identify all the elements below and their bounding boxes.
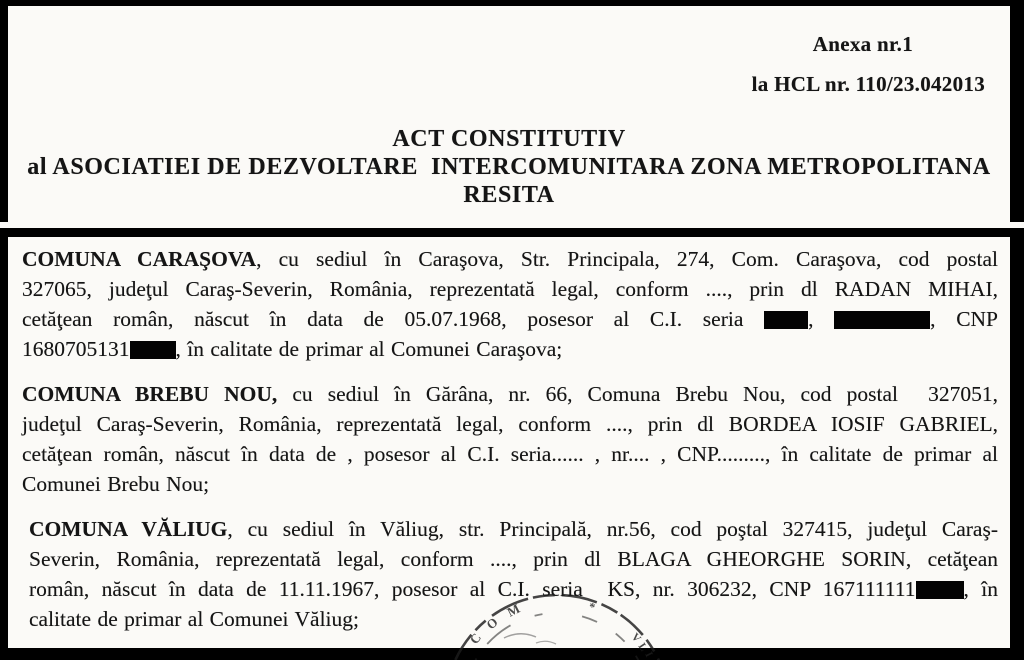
- text-line: [22, 439, 998, 469]
- text-line: [22, 544, 998, 574]
- text-segment: , cu sediul în Caraşova, Str. Principala, 274, Com. Caraşova, cod postal: [256, 247, 998, 271]
- text-line: [22, 304, 998, 334]
- text-line: [22, 469, 998, 499]
- stamp-letter: O: [483, 614, 501, 633]
- title-line-1: ACT CONSTITUTIV: [392, 126, 626, 152]
- text-line: [22, 514, 998, 544]
- text-line: [22, 604, 998, 634]
- text-segment: calitate de primar al Comunei Văliug;: [29, 607, 359, 631]
- box-gap-strip: [0, 222, 1024, 228]
- header-box: [8, 6, 1010, 222]
- title-line-2: al ASOCIATIEI DE DEZVOLTARE INTERCOMUNITARA ZONA METROPOLITANA: [27, 154, 991, 180]
- redaction-box: [764, 311, 808, 329]
- annex-label: Anexa nr.1: [812, 32, 913, 56]
- stamp-letter: M: [504, 600, 523, 620]
- party-name: COMUNA VĂLIUG: [29, 517, 228, 541]
- text-segment: cu sediul în Gărâna, nr. 66, Comuna Brebu Nou, cod postal 327051,: [277, 382, 998, 406]
- text-line: [22, 334, 998, 364]
- text-segment: Severin, România, reprezentată legal, conform ...., prin dl BLAGA GHEORGHE SORIN, cetăţean: [29, 547, 998, 571]
- stamp-letter: V: [628, 630, 644, 645]
- stamp-letter: C: [466, 630, 485, 647]
- paragraph: [22, 244, 998, 364]
- stamp-letter: *: [587, 599, 597, 615]
- text-line: [22, 409, 998, 439]
- text-segment: , în: [963, 577, 998, 601]
- hcl-reference-label: la HCL nr. 110/23.042013: [751, 72, 985, 96]
- text-segment: cetăţean român, născut în data de , posesor al C.I. seria...... , nr.... , CNP........., în calitate de primar al: [22, 442, 998, 466]
- text-segment: 1680705131: [22, 337, 130, 361]
- text-line: [22, 244, 998, 274]
- text-line: [22, 574, 998, 604]
- redaction-box: [130, 341, 176, 359]
- stamp-letter: L: [635, 640, 650, 654]
- text-segment: cetăţean român, născut în data de 05.07.1968, posesor al C.I. seria: [22, 307, 765, 331]
- party-name: COMUNA BREBU NOU,: [22, 382, 278, 406]
- document-body: [8, 237, 1010, 634]
- title-line-3: RESITA: [463, 182, 555, 208]
- text-segment: român, născut în data de 11.11.1967, posesor al C.I. seria KS, nr. 306232, CNP 167111111: [29, 577, 916, 601]
- text-line: [22, 379, 998, 409]
- paragraph: [22, 379, 998, 499]
- body-box: [8, 237, 1010, 648]
- paragraph: [22, 514, 998, 634]
- text-segment: , CNP: [930, 307, 999, 331]
- party-name: COMUNA CARAŞOVA: [22, 247, 257, 271]
- redaction-box: [916, 581, 964, 599]
- document-title: [8, 125, 1010, 209]
- text-segment: judeţul Caraş-Severin, România, reprezentată legal, conform ...., prin dl BORDEA IOSIF GABRIEL,: [22, 412, 998, 436]
- text-segment: Comunei Brebu Nou;: [22, 472, 210, 496]
- text-segment: , cu sediul în Văliug, str. Principală, nr.56, cod poştal 327415, judeţul Caraş-: [227, 517, 998, 541]
- stamp-letter: I: [642, 650, 655, 660]
- redaction-box: [834, 311, 930, 329]
- text-segment: 327065, judeţul Caraş-Severin, România, reprezentată legal, conform ...., prin dl RADAN MIHAI,: [22, 277, 998, 301]
- text-line: [22, 274, 998, 304]
- text-segment: ,: [808, 307, 835, 331]
- text-segment: , în calitate de primar al Comunei Caraşova;: [175, 337, 563, 361]
